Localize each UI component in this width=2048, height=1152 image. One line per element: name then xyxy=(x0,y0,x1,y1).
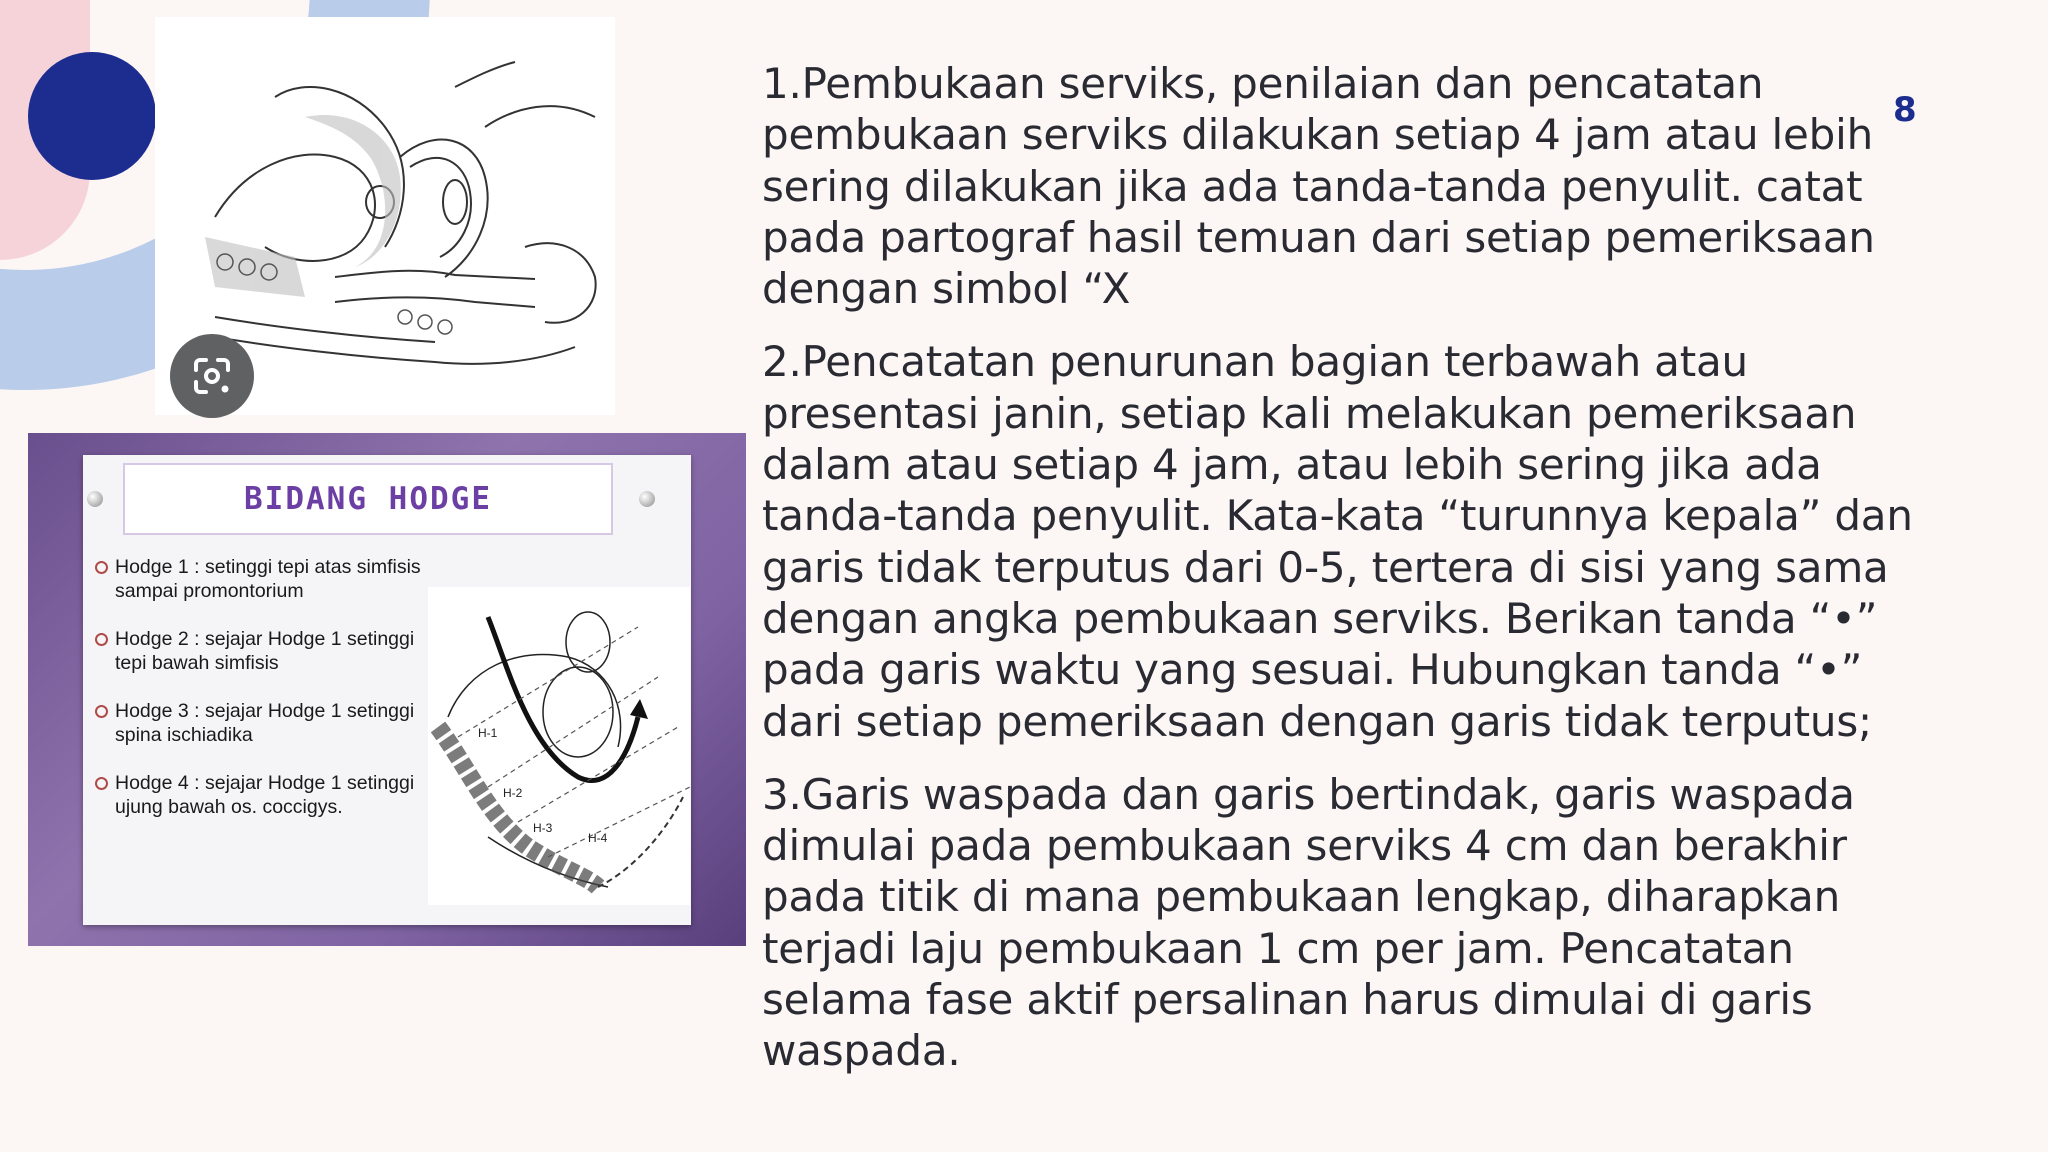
h3-label: H-3 xyxy=(533,821,553,835)
hodge-item-text: Hodge 2 : sejajar Hodge 1 setinggi tepi bawah simfisis xyxy=(115,628,415,674)
hodge-item xyxy=(93,627,423,675)
pin-right-icon xyxy=(639,491,655,507)
bullet-icon xyxy=(95,633,108,646)
bullet-icon xyxy=(95,561,108,574)
hodge-item-text: Hodge 3 : sejajar Hodge 1 setinggi spina ischiadika xyxy=(115,700,415,746)
pelvis-diagram xyxy=(428,587,690,905)
hodge-item xyxy=(93,771,423,819)
decor-navy-circle xyxy=(28,52,156,180)
hodge-list xyxy=(93,555,423,843)
h2-label: H-2 xyxy=(503,786,523,800)
paragraph-1: 1.Pembukaan serviks, penilaian dan pencatatan pembukaan serviks dilakukan setiap 4 jam atau lebih sering dilakukan jika ada tanda-tanda penyulit. catat pada partograf hasil temuan dari setiap pemeriksaan dengan simbol “X xyxy=(762,59,1875,314)
h4-label: H-4 xyxy=(588,831,608,845)
google-lens-icon xyxy=(188,352,236,400)
hodge-diagram xyxy=(428,587,690,905)
paragraph-2: 2.Pencatatan penurunan bagian terbawah atau presentasi janin, setiap kali melakukan pemeriksaan dalam atau setiap 4 jam, atau lebih sering jika ada tanda-tanda penyulit. Kata-kata “turunnya kepala” dan garis tidak terputus dari 0-5, tertera di sisi yang sama dengan angka pembukaan serviks. Berikan tanda “•” pada garis waktu yang sesuai. Hubungkan tanda “•” dari setiap pemeriksaan dengan garis tidak terputus; xyxy=(762,337,1913,746)
hodge-card xyxy=(83,455,691,925)
hodge-item xyxy=(93,555,423,603)
h1-label: H-1 xyxy=(478,726,498,740)
google-lens-button[interactable] xyxy=(170,334,254,418)
slide-body xyxy=(762,58,1942,1099)
paragraph-3: 3.Garis waspada dan garis bertindak, garis waspada dimulai pada pembukaan serviks 4 cm dan berakhir pada titik di mana pembukaan lengkap, diharapkan terjadi laju pembukaan 1 cm per jam. Pencatatan selama fase aktif persalinan harus dimulai di garis waspada. xyxy=(762,769,1855,1076)
hodge-item xyxy=(93,699,423,747)
hodge-item-text: Hodge 1 : setinggi tepi atas simfisis sampai promontorium xyxy=(115,556,421,602)
bullet-icon xyxy=(95,705,108,718)
bullet-icon xyxy=(95,777,108,790)
slide-number: 8 xyxy=(1893,90,1917,130)
hodge-banner xyxy=(123,463,613,535)
bidang-hodge-image xyxy=(28,433,746,946)
pin-left-icon xyxy=(87,491,103,507)
hodge-title: BIDANG HODGE xyxy=(244,481,492,517)
hodge-item-text: Hodge 4 : sejajar Hodge 1 setinggi ujung bawah os. coccigys. xyxy=(115,772,415,818)
